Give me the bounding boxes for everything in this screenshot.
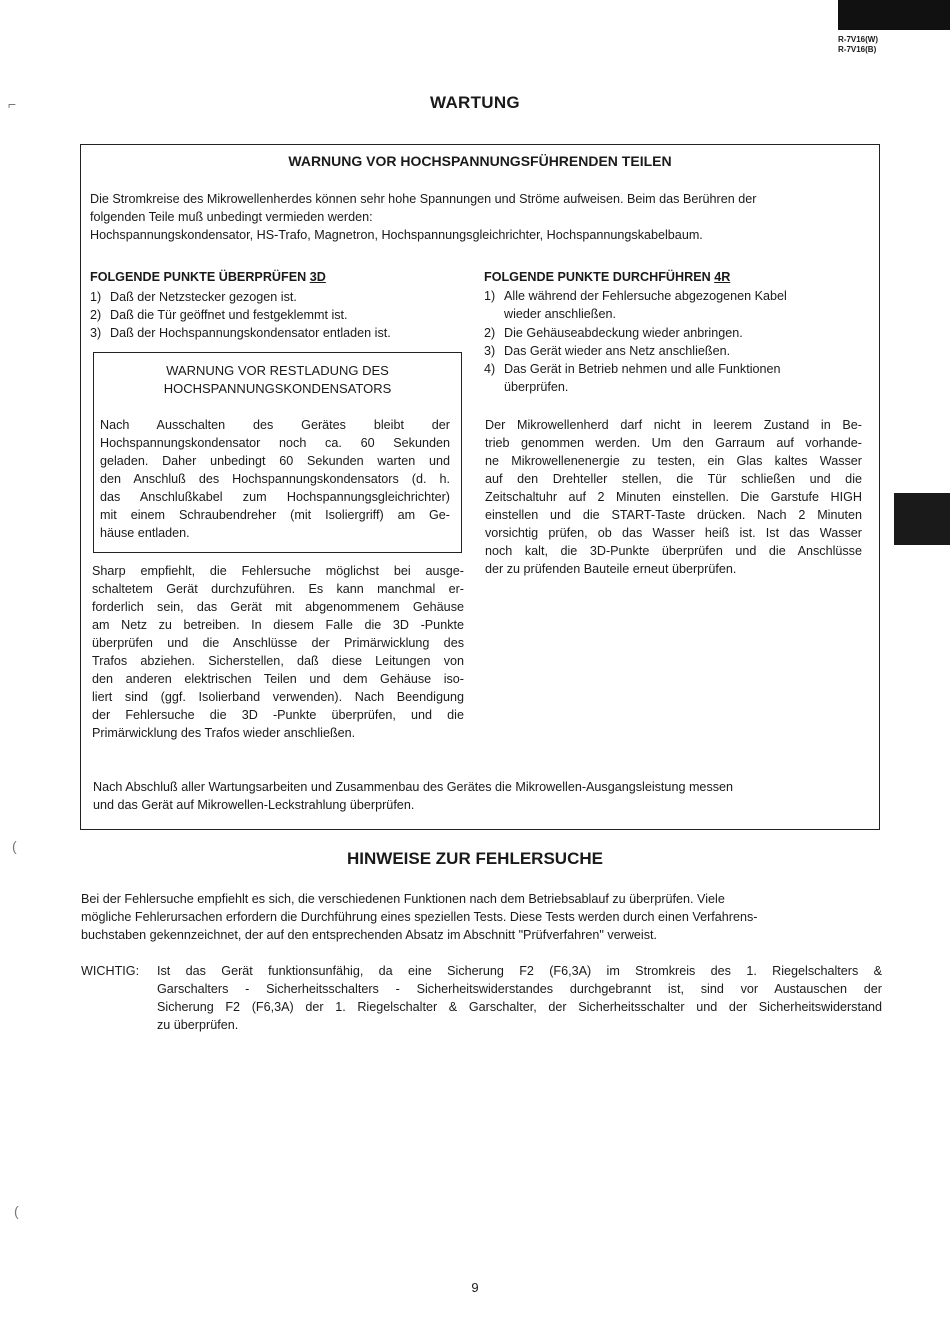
header-black-tab: [838, 0, 950, 30]
do-heading: FOLGENDE PUNKTE DURCHFÜHREN 4R: [484, 270, 731, 284]
list-item: 1) Alle während der Fehlersuche abgezogenen Kabel wieder anschließen.: [484, 289, 787, 321]
margin-mark: ⌐: [8, 96, 17, 112]
list-item: 1) Daß der Netzstecker gezogen ist.: [90, 290, 297, 304]
side-black-tab: [894, 493, 950, 545]
residual-charge-title: WARNUNG VOR RESTLADUNG DES HOCHSPANNUNGSKONDENSATORS: [163, 363, 392, 396]
troubleshooting-intro: Bei der Fehlersuche empfiehlt es sich, die verschiedenen Funktionen nach dem Betriebsablauf zu überprüfen. Viele mögliche Fehlerursachen erfordern die Durchführung eines speziellen Tests. Diese Tests werden durch einen Verfahrens- buchstaben gekennzeichnet, der auf den entsprechenden Absatz im Abschnitt "Prüfverfahren" verweist.: [81, 892, 758, 942]
list-item: 2) Daß die Tür geöffnet und festgeklemmt ist.: [90, 308, 348, 322]
final-check-text: Nach Abschluß aller Wartungsarbeiten und Zusammenbau des Gerätes die Mikrowellen-Ausgangsleistung messen und das Gerät auf Mikrowellen-Leckstrahlung überprüfen.: [93, 780, 734, 812]
list-item: 4) Das Gerät in Betrieb nehmen und alle Funktionen überprüfen.: [484, 362, 781, 394]
list-item: 3) Daß der Hochspannungskondensator entladen ist.: [90, 326, 391, 340]
microwave-test-text: Der Mikrowellenherd darf nicht in leerem Zustand in Be- trieb genommen werden. Um den Garraum auf vorhande- ne Mikrowellenenergie zu testen, ein Glas kaltes Wasser auf den Drehteller stellen, die Tür schließen und die Zeitschaltuhr auf 2 Minuten einstellen. Die Garstufe HIGH einstellen und die START-Taste drücken. Nach 2 Minuten vorsichtig prüfen, ob das Wasser heiß ist. Ist das Wasser noch kalt, die 3D-Punkte überprüfen und die Anschlüsse der zu prüfenden Bauteile erneut überprüfen.: [485, 418, 862, 576]
margin-mark: (: [14, 1203, 19, 1219]
check-heading: FOLGENDE PUNKTE ÜBERPRÜFEN 3D: [90, 270, 326, 284]
sharp-recommendation: Sharp empfiehlt, die Fehlersuche möglichst bei ausge- schaltetem Gerät durchzuführen. Es kann manchmal er- forderlich sein, das Gerät mit abgenommenem Gehäuse am Netz zu betreiben. In diesem Falle die 3D -Punkte überprüfen und die Anschlüsse der Primärwicklung des Trafos abziehen. Sicherstellen, daß diese Leitungen von den anderen elektrischen Teilen und dem Gehäuse iso- liert sind (ggf. Isolierband verwenden). Nach Beendigung der Fehlersuche die 3D -Punkte überprüfen, und die Primärwicklung des Trafos wieder anschließen.: [92, 564, 464, 740]
residual-charge-body: Nach Ausschalten des Gerätes bleibt der Hochspannungskondensator noch ca. 60 Sekunden geladen. Daher unbedingt 60 Sekunden warten und den Anschluß des Hochspannungskondensators (d. h. das Anschlußkabel zum Hochspannungsgleichrichter) mit einem Schraubendreher (mit Isoliergriff) am Ge- häuse entladen.: [100, 418, 450, 540]
list-item: 3) Das Gerät wieder ans Netz anschließen.: [484, 344, 731, 358]
page-title: WARTUNG: [430, 93, 520, 112]
warning-intro: Die Stromkreise des Mikrowellenherdes können sehr hohe Spannungen und Ströme aufweisen. Beim das Berühren der folgenden Teile muß unbedingt vermieden werden: Hochspannungskondensator, HS-Trafo, Magnetron, Hochspannungsgleichrichter, Hochspannungskabelbaum.: [90, 192, 757, 242]
important-text: Ist das Gerät funktionsunfähig, da eine Sicherung F2 (F6,3A) im Stromkreis des 1. Riegelschalters & Garschalters - Sicherheitsschalters - Sicherheitswiderstandes durchgebrannt ist, sind vor Austauschen der Sicherung F2 (F6,3A) der 1. Riegelschalter & Garschalter, der Sicherheitsschalter und der Sicherheitswiderstand zu überprüfen.: [157, 964, 882, 1032]
warning-box-title: WARNUNG VOR HOCHSPANNUNGSFÜHRENDEN TEILEN: [288, 153, 672, 169]
margin-mark: (: [12, 838, 17, 854]
page-number: 9: [471, 1280, 479, 1295]
model-number: R-7V16(W) R-7V16(B): [838, 35, 879, 54]
important-label: WICHTIG:: [81, 964, 140, 978]
list-item: 2) Die Gehäuseabdeckung wieder anbringen.: [484, 326, 743, 340]
section-title: HINWEISE ZUR FEHLERSUCHE: [347, 849, 603, 868]
